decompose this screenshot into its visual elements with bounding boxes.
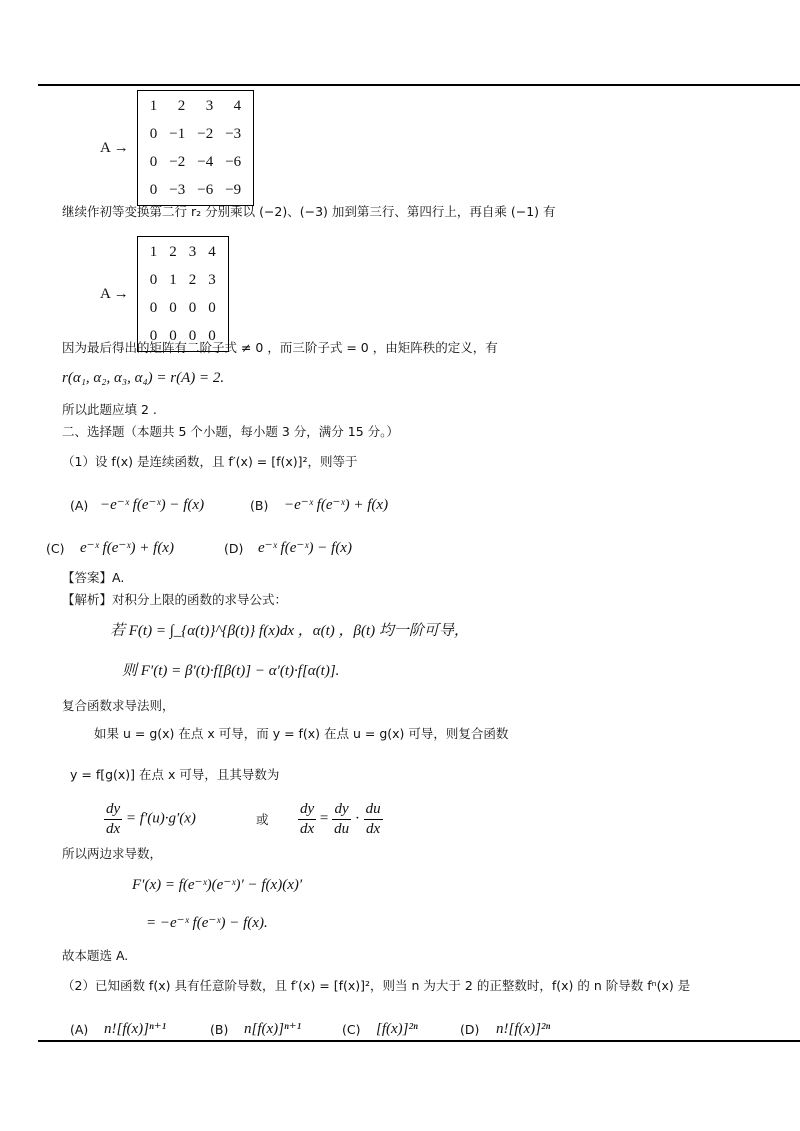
matrix-row xyxy=(144,120,247,148)
deriv-or: 或 xyxy=(256,812,269,827)
q1-stem: （1）设 f(x) 是连续函数，且 f′(x) = [f(x)]²，则等于 xyxy=(62,454,358,469)
matrix-cell: 2 xyxy=(188,271,197,288)
deriv-line-1: F′(x) = f(e⁻ˣ)(e⁻ˣ)′ − f(x)(x)′ xyxy=(132,877,303,893)
matrix-cell: 0 xyxy=(208,327,216,344)
both-sides: 所以两边求导数， xyxy=(62,846,163,861)
deriv-formula-1 xyxy=(104,800,196,839)
frac-den: dx xyxy=(366,820,381,837)
matrix-2-bracket xyxy=(137,236,229,352)
q1-opt-b: −e⁻ˣ f(e⁻ˣ) + f(x) xyxy=(284,497,389,513)
chain-then: y = f[g(x)] 在点 x 可导，且其导数为 xyxy=(70,767,280,782)
line-fill: 所以此题应填 2 . xyxy=(62,402,157,417)
q1-opt-a: −e⁻ˣ f(e⁻ˣ) − f(x) xyxy=(100,497,205,513)
matrix-row xyxy=(144,92,247,120)
matrix-cell: −1 xyxy=(169,125,186,142)
q1-opt-a-label: (A) xyxy=(70,498,89,513)
matrix-cell: 4 xyxy=(233,97,242,114)
frac-dy-dx xyxy=(104,800,122,839)
matrix-cell: −4 xyxy=(197,153,214,170)
matrix-cell: 1 xyxy=(169,271,177,288)
matrix-cell: 0 xyxy=(149,271,158,288)
frac-num: du xyxy=(364,800,383,820)
matrix-row xyxy=(144,176,247,204)
top-rule xyxy=(38,84,800,86)
matrix-cell: 0 xyxy=(149,299,158,316)
section-title: 二、选择题（本题共 5 个小题，每小题 3 分，满分 15 分。） xyxy=(62,424,399,439)
matrix-1-label: A → xyxy=(100,139,129,156)
frac-num: dy xyxy=(104,800,122,820)
q2-opt-c: [f(x)]²ⁿ xyxy=(376,1021,418,1037)
matrix-row xyxy=(144,266,222,294)
deriv-left: = f′(u)·g′(x) xyxy=(125,810,196,827)
q2-opt-c-label: (C) xyxy=(342,1022,361,1037)
matrix-cell: −3 xyxy=(169,181,186,198)
choose: 故本题选 A. xyxy=(62,948,129,963)
matrix-cell: 2 xyxy=(177,97,186,114)
matrix-cell: −6 xyxy=(225,153,242,170)
matrix-cell: 0 xyxy=(149,181,158,198)
matrix-cell: 4 xyxy=(208,243,216,260)
matrix-2-table xyxy=(144,238,222,350)
q2-opt-a-label: (A) xyxy=(70,1022,89,1037)
frac-du-dx xyxy=(364,800,383,839)
frac-den: dx xyxy=(300,820,315,837)
bottom-rule xyxy=(38,1040,800,1042)
formula-then: 则 F′(t) = β′(t)·f[β(t)] − α′(t)·f[α(t)]. xyxy=(122,663,340,679)
line-continue: 继续作初等变换第二行 r₂ 分别乘以 (−2)、(−3) 加到第三行、第四行上，再自乘 (−1) 有 xyxy=(62,204,556,219)
matrix-cell: −9 xyxy=(225,181,242,198)
matrix-row xyxy=(144,238,222,266)
matrix-1 xyxy=(100,90,254,206)
matrix-cell: 2 xyxy=(169,243,177,260)
q1-opt-d-label: (D) xyxy=(224,541,244,556)
matrix-cell: 0 xyxy=(169,299,177,316)
q2-opt-d: n![f(x)]²ⁿ xyxy=(496,1021,551,1037)
frac-den: du xyxy=(334,820,350,837)
matrix-cell: 0 xyxy=(149,327,158,344)
matrix-cell: 0 xyxy=(149,125,158,142)
matrix-cell: 0 xyxy=(188,327,197,344)
q2-opt-b: n[f(x)]ⁿ⁺¹ xyxy=(244,1021,302,1037)
line-because: 因为最后得出的矩阵有二阶子式 ≠ 0 ，而三阶子式 = 0 ，由矩阵秩的定义，有 xyxy=(62,340,498,355)
matrix-cell: 0 xyxy=(208,299,216,316)
q2-opt-d-label: (D) xyxy=(460,1022,480,1037)
matrix-cell: −2 xyxy=(169,153,186,170)
chain-rule-title: 复合函数求导法则， xyxy=(62,698,175,713)
frac-den: dx xyxy=(106,820,121,837)
matrix-cell: −2 xyxy=(197,125,214,142)
frac-dy-dx-2 xyxy=(298,800,316,839)
matrix-row xyxy=(144,294,222,322)
matrix-cell: 1 xyxy=(149,97,158,114)
matrix-cell: 0 xyxy=(169,327,177,344)
analysis: 【解析】对积分上限的函数的求导公式： xyxy=(62,592,288,607)
deriv-formula-2: $\frac{dy}{dx}$ = $\frac{dy}{du}$ · $\frac{du}{dx}$ xyxy=(300,801,381,837)
matrix-row xyxy=(144,148,247,176)
q1-opt-c: e⁻ˣ f(e⁻ˣ) + f(x) xyxy=(80,540,174,556)
matrix-cell: 3 xyxy=(188,243,197,260)
matrix-cell: 3 xyxy=(205,97,214,114)
matrix-cell: −6 xyxy=(197,181,214,198)
answer: 【答案】A. xyxy=(62,570,125,585)
matrix-1-bracket xyxy=(137,90,254,206)
q1-opt-b-label: (B) xyxy=(250,498,269,513)
deriv-line-2: = −e⁻ˣ f(e⁻ˣ) − f(x). xyxy=(146,915,268,931)
matrix-cell: −3 xyxy=(225,125,242,142)
frac-dy-du xyxy=(332,800,351,839)
line-rank: r(α₁, α₂, α₃, α₄) = r(A) = 2. xyxy=(62,370,225,386)
matrix-cell: 0 xyxy=(188,299,197,316)
matrix-2 xyxy=(100,236,229,352)
q1-opt-d: e⁻ˣ f(e⁻ˣ) − f(x) xyxy=(258,540,352,556)
matrix-cell: 0 xyxy=(149,153,158,170)
q2-stem: （2）已知函数 f(x) 具有任意阶导数，且 f′(x) = [f(x)]²，则当 n 为大于 2 的正整数时，f(x) 的 n 阶导数 fⁿ(x) 是 xyxy=(62,978,691,993)
matrix-cell: 3 xyxy=(208,271,216,288)
formula-if: 若 F(t) = ∫_{α(t)}^{β(t)} f(x)dx ，α(t) ，β(t) 均一阶可导， xyxy=(110,623,469,639)
frac-num: dy xyxy=(298,800,316,820)
q2-opt-a: n![f(x)]ⁿ⁺¹ xyxy=(104,1021,167,1037)
chain-if: 如果 u = g(x) 在点 x 可导，而 y = f(x) 在点 u = g(x) 可导，则复合函数 xyxy=(94,726,509,741)
matrix-2-label: A → xyxy=(100,285,129,302)
q2-opt-b-label: (B) xyxy=(210,1022,229,1037)
matrix-1-table xyxy=(144,92,247,204)
frac-num: dy xyxy=(332,800,351,820)
q1-opt-c-label: (C) xyxy=(46,541,65,556)
matrix-cell: 1 xyxy=(149,243,158,260)
